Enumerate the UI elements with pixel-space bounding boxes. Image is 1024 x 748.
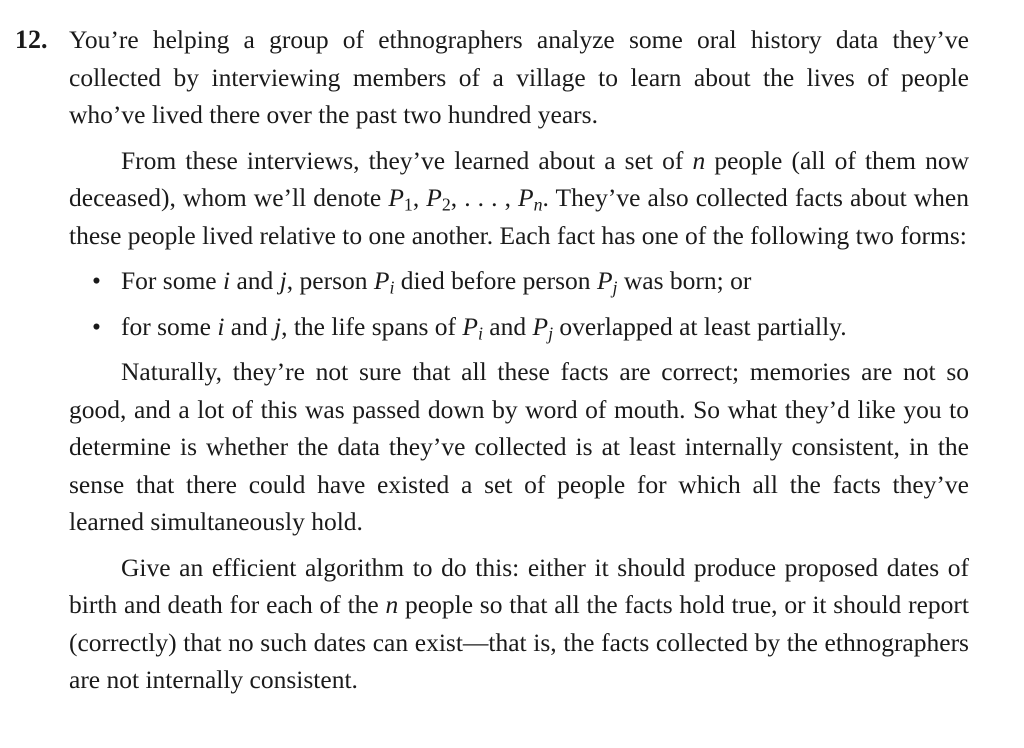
subscript-i: i [389,277,395,298]
text-segment: , [412,183,427,212]
subscript-i: i [477,322,483,343]
math-n: n [385,590,399,619]
algorithm-paragraph [69,549,969,699]
math-P: P [388,183,404,212]
intro-paragraph: You’re helping a group of ethnographers analyze some oral history data they’ve collected by interviewing members of a village to learn about the lives of people who’ve lived there over the past two hundred years. [69,25,969,129]
list-item [69,308,969,346]
consistency-paragraph: Naturally, they’re not sure that all these facts are correct; memories are not so good, and a lot of this was passed down by word of mouth. So what they’d like you to determine is whether the data they’ve collected is at least internally consistent, in the sense that there could have existed a set of people for which all the facts they’ve learned simultaneously hold. [69,357,969,536]
exercise-text [69,21,969,699]
bullet-dot-icon: • [92,266,101,295]
text-segment: and [482,311,533,341]
math-P: P [462,311,478,341]
fact-forms-list [69,262,969,345]
text-segment: and [224,311,274,341]
text-segment: was born; or [617,266,752,295]
math-P: P [373,266,390,295]
math-P: P [596,266,613,295]
subscript-n: n [533,194,543,215]
bullet-dot-icon: • [92,311,101,341]
text-segment: died before person [394,266,597,295]
text-segment: , . . . , [450,183,519,212]
text-segment: and [230,266,280,295]
math-P: P [518,183,534,212]
text-segment: , the life spans of [281,311,463,341]
math-i: i [217,311,225,341]
text-segment: , person [286,266,374,295]
text-segment: overlapped at least partially. [553,311,847,341]
text-segment: . They’ve also collected facts about when these people lived relative to one another. Each fact has one of the following two forms: [69,183,969,250]
exercise-number: 12. [15,25,48,54]
subscript-j: j [548,322,554,343]
math-P: P [426,183,442,212]
text-segment: people (all of them now deceased), whom we’ll denote [69,145,969,212]
subscript-j: j [612,277,618,298]
text-segment: Give an efficient algorithm to do this: either it should produce proposed dates of birth and death for each of the [69,552,969,619]
subscript-1: 1 [403,194,413,215]
people-paragraph [69,142,969,255]
text-segment: From these interviews, they’ve learned about a set of [121,145,693,175]
list-item [69,262,969,300]
math-j: j [273,311,282,341]
text-segment: for some [121,311,218,341]
math-j: j [279,266,287,295]
text-segment: For some [121,266,223,295]
math-i: i [223,266,231,295]
math-P: P [532,311,549,341]
math-n: n [692,145,706,175]
text-segment: people so that all the facts hold true, or it should report (correctly) that no such dates can exist—that is, the facts collected by the ethnographers are not internally consistent. [69,590,969,694]
subscript-2: 2 [441,194,451,215]
